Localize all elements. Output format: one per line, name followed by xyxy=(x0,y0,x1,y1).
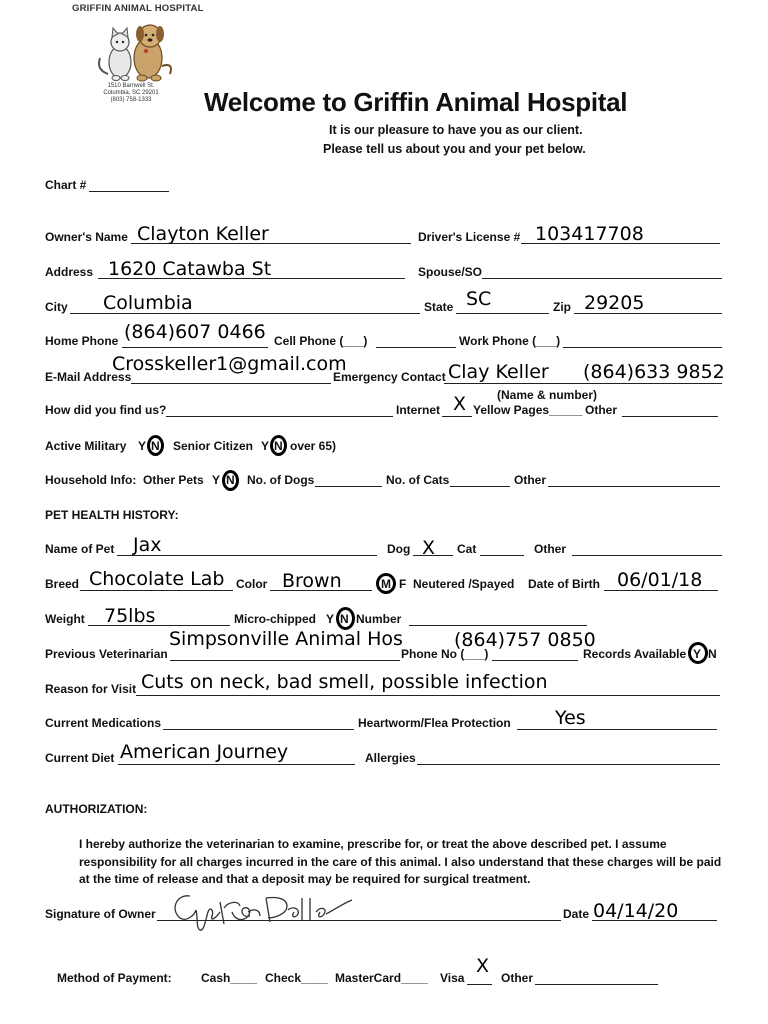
check-option[interactable]: Check____ xyxy=(265,971,328,985)
allergies-field[interactable] xyxy=(417,764,720,765)
other-find-label: Other xyxy=(585,403,618,417)
authorization-heading: AUTHORIZATION: xyxy=(45,802,148,816)
reason-label: Reason for Visit xyxy=(45,682,137,696)
other-pets-y[interactable]: Y xyxy=(212,473,221,487)
dob-label: Date of Birth xyxy=(528,577,600,591)
prev-vet-phone-value: (864)757 0850 xyxy=(454,629,596,651)
senior-n[interactable]: N xyxy=(274,439,283,453)
other-find-field[interactable] xyxy=(622,416,718,417)
breed-value: Chocolate Lab xyxy=(89,568,225,590)
senior-citizen-label: Senior Citizen xyxy=(173,439,254,453)
emergency-field[interactable] xyxy=(444,383,722,384)
address-value: 1620 Catawba St xyxy=(108,258,272,280)
num-cats-field[interactable] xyxy=(450,486,510,487)
chart-field[interactable] xyxy=(89,191,169,192)
household-label: Household Info: xyxy=(45,473,137,487)
weight-label: Weight xyxy=(45,612,85,626)
spouse-field[interactable] xyxy=(482,278,722,279)
work-phone-field[interactable] xyxy=(563,347,722,348)
military-n-circle xyxy=(147,435,164,456)
num-dogs-field[interactable] xyxy=(315,486,382,487)
breed-label: Breed xyxy=(45,577,80,591)
signature-label: Signature of Owner xyxy=(45,907,156,921)
other-household-label: Other xyxy=(514,473,547,487)
microchip-y[interactable]: Y xyxy=(326,612,335,626)
reason-field[interactable] xyxy=(136,695,720,696)
military-y[interactable]: Y xyxy=(138,439,147,453)
mastercard-option[interactable]: MasterCard____ xyxy=(335,971,428,985)
color-label: Color xyxy=(236,577,268,591)
date-label: Date xyxy=(563,907,590,921)
hospital-address: 1510 Barnwell St. Columbia, SC 29201 (803) 758-1333 xyxy=(103,83,159,103)
over65-label: over 65) xyxy=(290,439,337,453)
email-field[interactable] xyxy=(131,383,331,384)
allergies-label: Allergies xyxy=(365,751,416,765)
page-title: Welcome to Griffin Animal Hospital xyxy=(204,87,628,117)
visa-field[interactable] xyxy=(467,984,492,985)
heartworm-label: Heartworm/Flea Protection xyxy=(358,716,511,730)
email-value: Crosskeller1@gmail.com xyxy=(112,353,347,375)
senior-n-circle xyxy=(270,435,287,456)
owners-name-value: Clayton Keller xyxy=(137,223,269,245)
heartworm-value: Yes xyxy=(555,707,586,729)
method-payment-label: Method of Payment: xyxy=(57,971,172,985)
address-label: Address xyxy=(45,265,94,279)
other-payment-label: Other xyxy=(501,971,534,985)
microchip-n[interactable]: N xyxy=(340,612,349,626)
chip-number-label: Number xyxy=(356,612,402,626)
state-value: SC xyxy=(466,288,492,310)
zip-value: 29205 xyxy=(584,292,645,314)
senior-y[interactable]: Y xyxy=(261,439,270,453)
current-diet-value: American Journey xyxy=(120,741,289,763)
dob-value: 06/01/18 xyxy=(617,569,703,591)
prev-vet-label: Previous Veterinarian xyxy=(45,647,168,661)
authorization-text: I hereby authorize the veterinarian to examine, prescribe for, or treat the above described pet. I assume responsibility for all charges incurred in the care of this animal. I also understand that these charges will be paid at the time of release and that a deposit may be required for surgical treatment. xyxy=(79,837,722,886)
hospital-name: GRIFFIN ANIMAL HOSPITAL xyxy=(72,3,204,14)
home-phone-field[interactable] xyxy=(122,347,268,348)
cash-option[interactable]: Cash____ xyxy=(201,971,258,985)
other-pets-label: Other Pets xyxy=(143,473,204,487)
how-find-field[interactable] xyxy=(166,416,393,417)
internet-label: Internet xyxy=(396,403,441,417)
cell-phone-label: Cell Phone (___) xyxy=(274,334,368,348)
chart-label: Chart # xyxy=(45,178,87,192)
name-number-hint: (Name & number) xyxy=(497,388,598,402)
chip-number-field[interactable] xyxy=(409,625,587,626)
subtitle-line-2: Please tell us about you and your pet below. xyxy=(323,142,586,156)
other-household-field[interactable] xyxy=(548,486,720,487)
prev-vet-field[interactable] xyxy=(170,660,400,661)
pet-name-value: Jax xyxy=(133,534,162,556)
prev-vet-phone-field[interactable] xyxy=(492,660,578,661)
other-pet-type-field[interactable] xyxy=(572,555,722,556)
other-payment-field[interactable] xyxy=(535,984,658,985)
date-value: 04/14/20 xyxy=(593,900,679,922)
spouse-label: Spouse/SO xyxy=(418,265,483,279)
records-y-circle xyxy=(688,642,708,664)
sex-f[interactable]: F xyxy=(399,577,407,591)
reason-value: Cuts on neck, bad smell, possible infection xyxy=(141,671,548,693)
cell-phone-field[interactable] xyxy=(376,347,456,348)
current-meds-label: Current Medications xyxy=(45,716,162,730)
prev-vet-phone-label: Phone No (___) xyxy=(401,647,489,661)
state-label: State xyxy=(424,300,454,314)
current-meds-field[interactable] xyxy=(163,729,354,730)
prev-vet-value: Simpsonville Animal Hos xyxy=(169,628,403,650)
owners-name-label: Owner's Name xyxy=(45,230,128,244)
drivers-license-value: 103417708 xyxy=(535,223,644,245)
emergency-phone-value: (864)633 9852 xyxy=(583,361,725,383)
internet-field[interactable] xyxy=(442,416,472,417)
visa-option[interactable]: Visa xyxy=(440,971,465,985)
dog-label: Dog xyxy=(387,542,411,556)
microchipped-label: Micro-chipped xyxy=(234,612,317,626)
work-phone-label: Work Phone (___) xyxy=(459,334,561,348)
email-label: E-Mail Address xyxy=(45,370,132,384)
records-n[interactable]: N xyxy=(708,647,717,661)
internet-mark: X xyxy=(453,393,467,415)
state-field[interactable] xyxy=(456,313,549,314)
sex-m[interactable]: M xyxy=(381,577,391,591)
records-available-label: Records Available xyxy=(583,647,687,661)
current-diet-field[interactable] xyxy=(118,764,355,765)
dog-mark: X xyxy=(422,537,436,559)
num-cats-label: No. of Cats xyxy=(386,473,450,487)
zip-label: Zip xyxy=(553,300,571,314)
city-label: City xyxy=(45,300,68,314)
num-dogs-label: No. of Dogs xyxy=(247,473,315,487)
heartworm-field[interactable] xyxy=(517,729,717,730)
sex-m-circle xyxy=(376,573,396,594)
cat-field[interactable] xyxy=(480,555,524,556)
other-pets-n-circle xyxy=(222,470,239,491)
subtitle-line-1: It is our pleasure to have you as our client. xyxy=(329,123,583,137)
weight-value: 75lbs xyxy=(104,605,156,627)
home-phone-value: (864)607 0466 xyxy=(124,321,266,343)
other-pets-n[interactable]: N xyxy=(226,473,235,487)
active-military-label: Active Military xyxy=(45,439,127,453)
handwritten-signature-icon xyxy=(168,888,354,934)
current-diet-label: Current Diet xyxy=(45,751,115,765)
city-value: Columbia xyxy=(103,292,193,314)
visa-mark: X xyxy=(476,955,490,977)
records-y[interactable]: Y xyxy=(693,647,702,661)
yellow-pages-label: Yellow Pages_____ xyxy=(473,403,583,417)
emergency-label: Emergency Contact xyxy=(333,370,446,384)
drivers-license-label: Driver's License # xyxy=(418,230,521,244)
home-phone-label: Home Phone xyxy=(45,334,119,348)
breed-field[interactable] xyxy=(80,590,233,591)
emergency-name-value: Clay Keller xyxy=(448,361,549,383)
other-pet-type-label: Other xyxy=(534,542,567,556)
military-n[interactable]: N xyxy=(151,439,160,453)
neutered-label: Neutered /Spayed xyxy=(413,577,515,591)
color-value: Brown xyxy=(282,570,342,592)
how-find-label: How did you find us? xyxy=(45,403,167,417)
pet-health-heading: PET HEALTH HISTORY: xyxy=(45,508,179,522)
microchip-n-circle xyxy=(336,607,355,630)
cat-label: Cat xyxy=(457,542,477,556)
pet-name-label: Name of Pet xyxy=(45,542,115,556)
